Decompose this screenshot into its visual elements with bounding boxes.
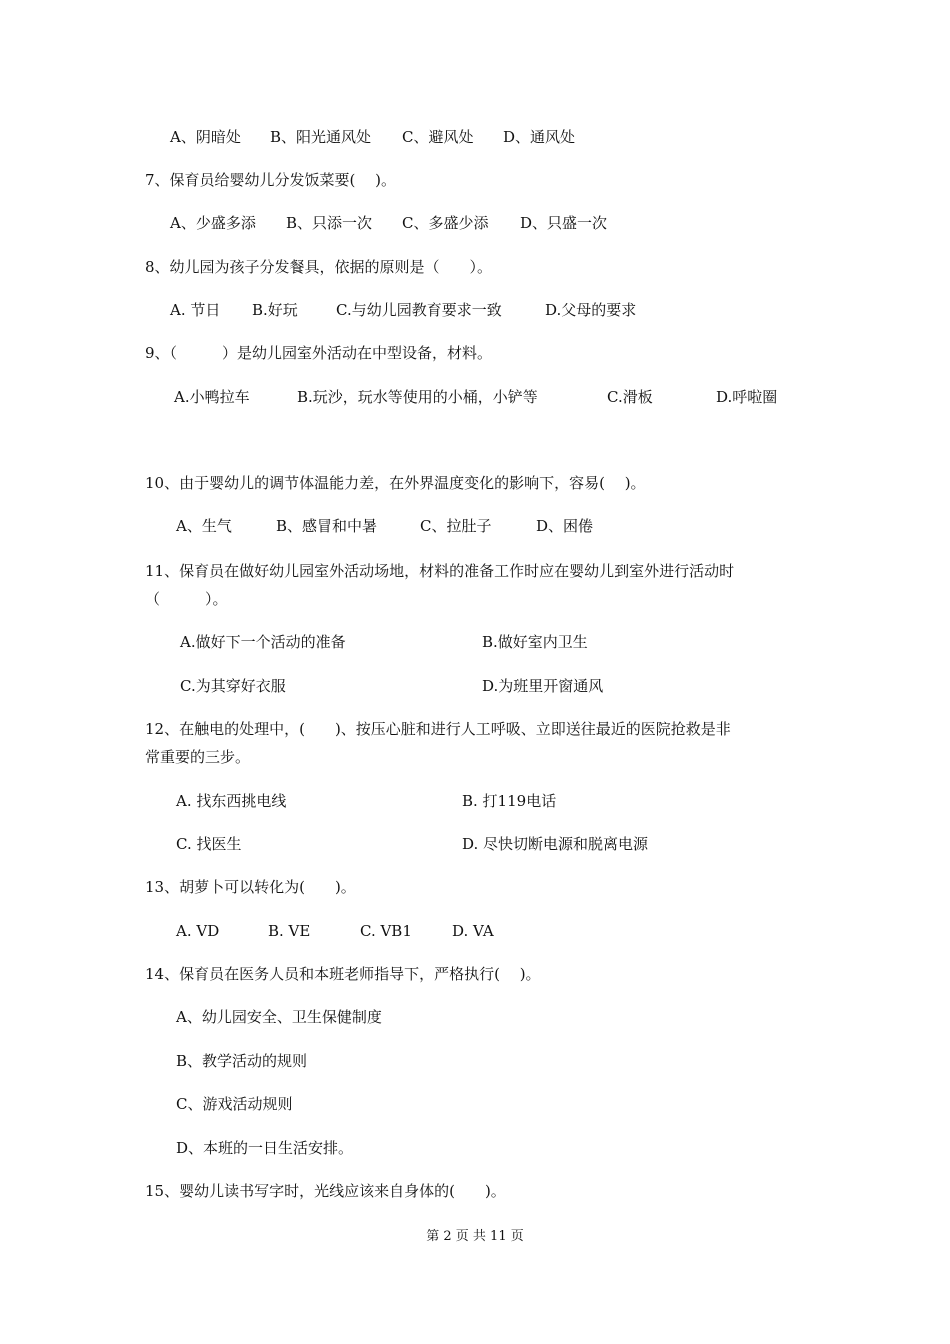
q9-option-a: A.小鸭拉车 [174, 388, 250, 406]
q11-option-b: B.做好室内卫生 [482, 633, 588, 651]
question-14: 14、保育员在医务人员和本班老师指导下，严格执行( )。 [145, 965, 541, 983]
q6-option-b: B、阳光通风处 [270, 128, 372, 146]
q14-option-b: B、教学活动的规则 [176, 1052, 308, 1070]
question-12-line-1: 12、在触电的处理中，( )、按压心脏和进行人工呼吸、立即送往最近的医院抢救是非 [145, 720, 731, 738]
q7-option-b: B、只添一次 [286, 214, 373, 232]
q13-option-d: D. VA [452, 922, 494, 940]
question-11-line-2: （ ）。 [145, 590, 228, 608]
q13-option-c: C. VB1 [360, 922, 412, 940]
question-11-line-1: 11、保育员在做好幼儿园室外活动场地，材料的准备工作时应在婴幼儿到室外进行活动时 [145, 562, 735, 580]
q10-option-d: D、困倦 [536, 517, 594, 535]
q10-option-c: C、拉肚子 [420, 517, 492, 535]
q12-option-a: A. 找东西挑电线 [176, 792, 287, 810]
q10-option-b: B、感冒和中暑 [276, 517, 378, 535]
question-8: 8、幼儿园为孩子分发餐具，依据的原则是（ ）。 [145, 258, 493, 276]
q11-option-c: C.为其穿好衣服 [180, 677, 286, 695]
q12-option-c: C. 找医生 [176, 835, 242, 853]
q7-option-c: C、多盛少添 [402, 214, 489, 232]
question-15: 15、婴幼儿读书写字时，光线应该来自身体的( )。 [145, 1182, 506, 1200]
q11-option-d: D.为班里开窗通风 [482, 677, 604, 695]
q14-option-a: A、幼儿园安全、卫生保健制度 [176, 1008, 382, 1026]
question-12-line-2: 常重要的三步。 [145, 748, 251, 766]
q8-option-d: D.父母的要求 [545, 301, 637, 319]
page-footer: 第 2 页 共 11 页 [426, 1229, 524, 1244]
q10-option-a: A、生气 [176, 517, 232, 535]
q7-option-a: A、少盛多添 [170, 214, 256, 232]
q14-option-d: D、本班的一日生活安排。 [176, 1139, 354, 1157]
q6-option-c: C、避风处 [402, 128, 474, 146]
q7-option-d: D、只盛一次 [520, 214, 608, 232]
q13-option-b: B. VE [268, 922, 311, 940]
q8-option-b: B.好玩 [252, 301, 298, 319]
question-7: 7、保育员给婴幼儿分发饭菜要( )。 [145, 171, 397, 189]
q13-option-a: A. VD [176, 922, 220, 940]
question-9: 9、（ ）是幼儿园室外活动在中型设备，材料。 [145, 344, 493, 362]
question-13: 13、胡萝卜可以转化为( )。 [145, 878, 356, 896]
q14-option-c: C、游戏活动规则 [176, 1095, 293, 1113]
q8-option-a: A. 节日 [170, 301, 221, 319]
question-10: 10、由于婴幼儿的调节体温能力差，在外界温度变化的影响下，容易( )。 [145, 474, 646, 492]
q9-option-d: D.呼啦圈 [716, 388, 778, 406]
q8-option-c: C.与幼儿园教育要求一致 [336, 301, 502, 319]
q9-option-b: B.玩沙，玩水等使用的小桶，小铲等 [297, 388, 538, 406]
q11-option-a: A.做好下一个活动的准备 [180, 633, 346, 651]
q12-option-b: B. 打119电话 [462, 792, 557, 810]
q12-option-d: D. 尽快切断电源和脱离电源 [462, 835, 649, 853]
q6-option-d: D、通风处 [503, 128, 576, 146]
q6-option-a: A、阴暗处 [170, 128, 241, 146]
q9-option-c: C.滑板 [607, 388, 653, 406]
